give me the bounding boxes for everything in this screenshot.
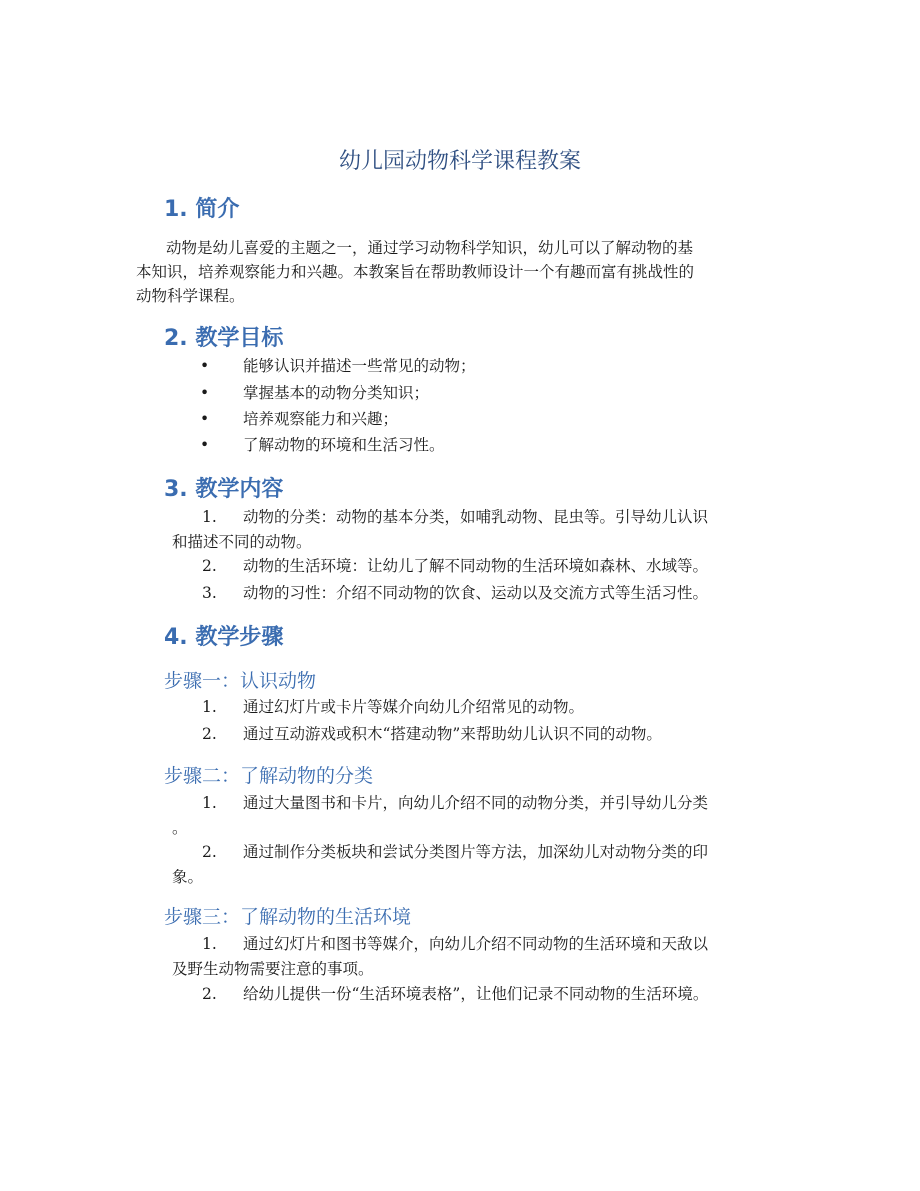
section-heading-content: 3. 教学内容 <box>164 477 284 502</box>
item-text: 给幼儿提供一份“生活环境表格”，让他们记录不同动物的生活环境。 <box>243 985 709 1003</box>
list-item <box>172 505 788 555</box>
goal-text: 掌握基本的动物分类知识； <box>243 384 430 402</box>
item-number: 2. <box>202 985 217 1003</box>
section-heading-steps: 4. 教学步骤 <box>164 625 284 650</box>
item-text: 通过幻灯片或卡片等媒介向幼儿介绍常见的动物。 <box>243 698 585 716</box>
list-item <box>172 982 788 1007</box>
list-item <box>172 581 788 606</box>
item-text: 通过大量图书和卡片，向幼儿介绍不同的动物分类，并引导幼儿分类 <box>243 794 709 812</box>
bullet-icon: • <box>200 357 210 375</box>
bullet-icon: • <box>200 384 210 402</box>
step-heading-1: 步骤一：认识动物 <box>164 670 317 692</box>
goal-text: 培养观察能力和兴趣； <box>243 410 399 428</box>
document-title: 幼儿园动物科学课程教案 <box>338 149 581 174</box>
item-number: 3. <box>202 584 217 602</box>
list-item <box>172 932 788 982</box>
item-text: 通过制作分类板块和尝试分类图片等方法，加深幼儿对动物分类的印 <box>243 843 709 861</box>
item-text-continued: 及野生动物需要注意的事项。 <box>172 960 374 978</box>
list-item <box>172 791 788 841</box>
bullet-icon: • <box>200 410 210 428</box>
item-text-continued: 和描述不同的动物。 <box>172 533 312 551</box>
item-number: 2. <box>202 725 217 743</box>
section-heading-goals: 2. 教学目标 <box>164 326 284 351</box>
list-item <box>172 722 788 747</box>
item-text: 通过幻灯片和图书等媒介，向幼儿介绍不同动物的生活环境和天敌以 <box>243 935 709 953</box>
list-item <box>172 554 788 579</box>
item-number: 1. <box>202 698 217 716</box>
list-item <box>172 840 788 890</box>
item-number: 1. <box>202 508 217 526</box>
step-heading-3: 步骤三：了解动物的生活环境 <box>164 906 412 928</box>
item-number: 2. <box>202 843 217 861</box>
item-number: 1. <box>202 935 217 953</box>
item-text: 动物的习性：介绍不同动物的饮食、运动以及交流方式等生活习性。 <box>243 584 709 602</box>
goal-text: 了解动物的环境和生活习性。 <box>243 436 445 454</box>
intro-line: 动物科学课程。 <box>136 287 245 305</box>
list-item <box>172 695 788 720</box>
goal-text: 能够认识并描述一些常见的动物； <box>243 357 476 375</box>
item-text: 动物的分类：动物的基本分类，如哺乳动物、昆虫等。引导幼儿认识 <box>243 508 709 526</box>
bullet-icon: • <box>200 436 210 454</box>
intro-line: 本知识，培养观察能力和兴趣。本教案旨在帮助教师设计一个有趣而富有挑战性的 <box>136 263 695 281</box>
item-number: 2. <box>202 557 217 575</box>
item-text-continued: 象。 <box>172 868 204 886</box>
item-text-continued: 。 <box>172 819 188 837</box>
item-text: 通过互动游戏或积木“搭建动物”来帮助幼儿认识不同的动物。 <box>243 725 662 743</box>
item-text: 动物的生活环境：让幼儿了解不同动物的生活环境如森林、水域等。 <box>243 557 709 575</box>
step-heading-2: 步骤二：了解动物的分类 <box>164 765 374 787</box>
item-number: 1. <box>202 794 217 812</box>
intro-line: 动物是幼儿喜爱的主题之一，通过学习动物科学知识，幼儿可以了解动物的基 <box>166 239 694 257</box>
section-heading-intro: 1. 简介 <box>164 197 240 222</box>
intro-paragraph <box>136 236 786 308</box>
